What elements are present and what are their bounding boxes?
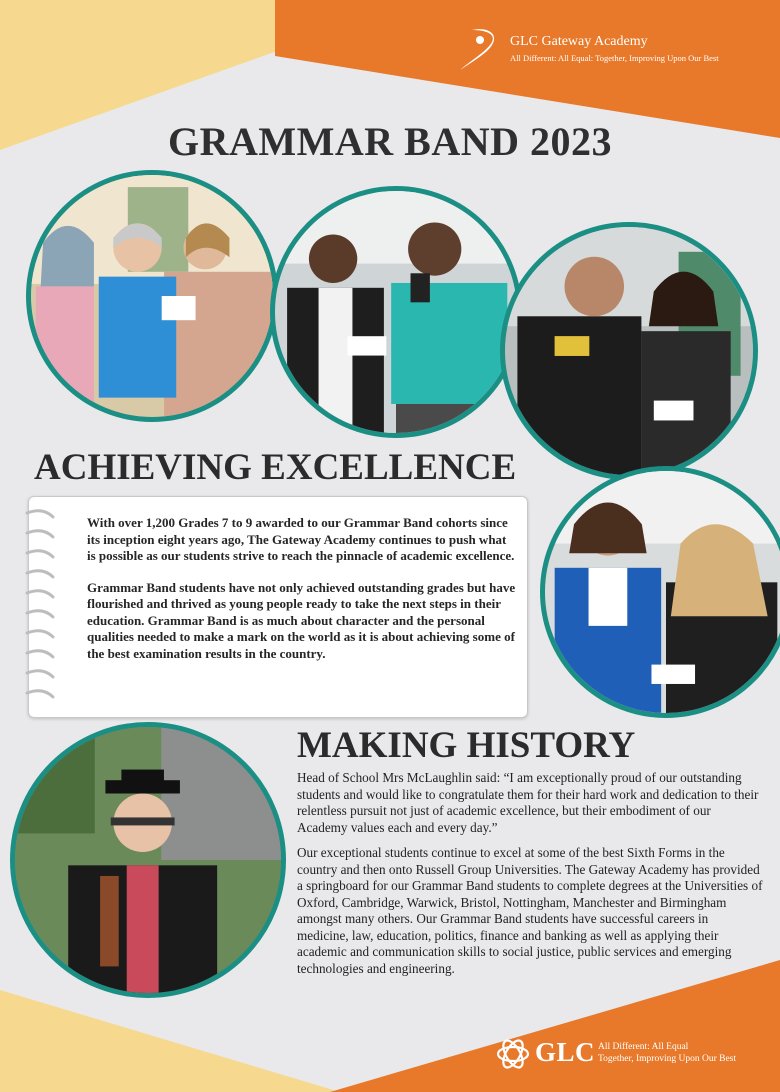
academy-tagline: All Different: All Equal: Together, Improving Upon Our Best (510, 53, 719, 63)
photo-teacher-and-student-results (500, 222, 758, 480)
achieving-heading: ACHIEVING EXCELLENCE (34, 447, 517, 488)
footer-tagline-1: All Different: All Equal (598, 1042, 689, 1052)
achieving-paragraph-1: With over 1,200 Grades 7 to 9 awarded to our Grammar Band cohorts since its inception eight years ago, The Gateway Academy continues to push what is possible as our students strive to reach the pinnacle of academic excellence. (87, 515, 515, 563)
footer-tagline-2: Together, Improving Upon Our Best (598, 1054, 737, 1064)
academy-name: GLC Gateway Academy (510, 34, 648, 49)
academy-logo (458, 24, 758, 74)
history-paragraph: Our exceptional students continue to excel at some of the best Sixth Forms in the country and then onto Russell Group Universities. The Gateway Academy has provided a springboard for our Grammar Band students to complete degrees at the Universities of Oxford, Cambridge, Warwick, Bristol, Nottingham, Manchester and Birmingham amongst many others. Our Grammar Band students have successful careers in medicine, law, education, politics, finance and banking as well as applying their academic and communication skills to social justice, public services and emerging technologies and engineering. (297, 845, 763, 976)
photo-students-with-staff-reading-results (26, 170, 278, 422)
photo-student-and-parent-reading (540, 466, 780, 718)
achieving-text-panel (28, 496, 528, 718)
footer-logo (494, 1034, 774, 1074)
history-heading: MAKING HISTORY (297, 725, 636, 766)
glc-knot-logo-icon (494, 1036, 532, 1072)
photo-graduate-in-gown (10, 722, 286, 998)
spiral-binding-icon (23, 507, 63, 707)
swoosh-logo-icon (458, 24, 508, 74)
photo-student-and-teacher-with-phone (270, 186, 522, 438)
footer-logo-text: GLC (535, 1037, 596, 1067)
history-quote: Head of School Mrs McLaughlin said: “I am exceptionally proud of our outstanding students and would like to congratulate them for their hard work and dedication to their relentless pursuit not just of academic excellence, but their embodiment of our Academy values each and every day.” (297, 770, 759, 835)
achieving-paragraph-2: Grammar Band students have not only achieved outstanding grades but have flourished and thrived as young people ready to take the next steps in their education. Grammar Band is as much about character and the personal qualities needed to make a mark on the world as it is about achieving some of the best examination results in the country. (87, 579, 516, 661)
page-title: GRAMMAR BAND 2023 (167, 119, 612, 164)
